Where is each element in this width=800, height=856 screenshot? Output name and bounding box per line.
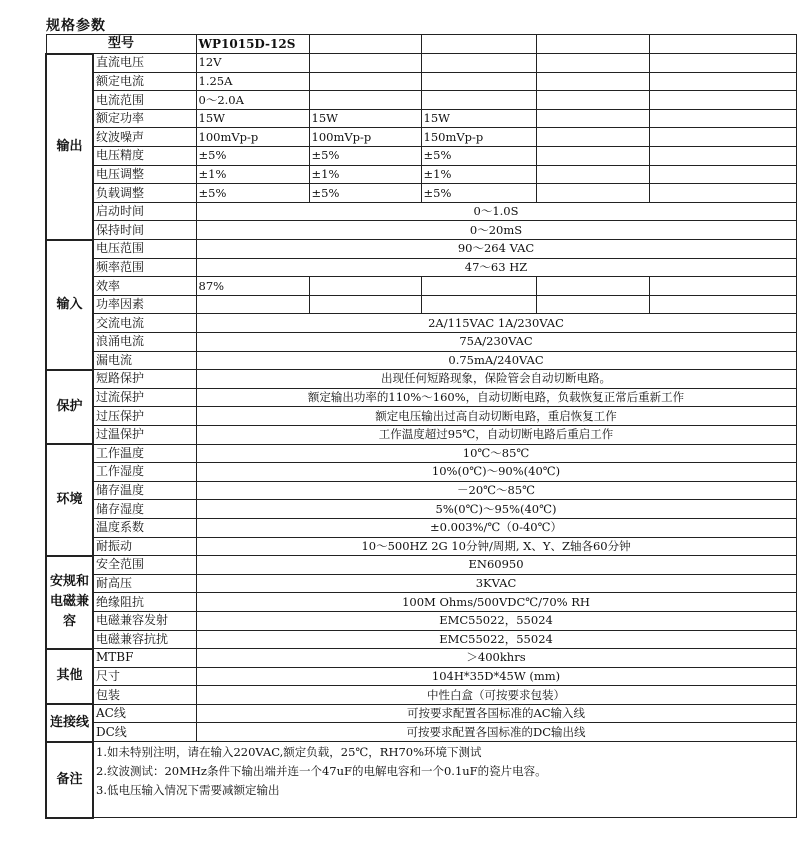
row-value — [536, 295, 649, 314]
row-value: ±1% — [421, 165, 536, 184]
row-value: 15W — [196, 109, 309, 128]
table-row — [46, 147, 796, 166]
row-label: 漏电流 — [93, 351, 196, 370]
row-value — [309, 277, 421, 296]
table-row — [46, 370, 796, 389]
row-value: ＞400khrs — [196, 649, 796, 668]
table-row — [46, 556, 796, 575]
row-label: 电压精度 — [93, 147, 196, 166]
row-label: 过压保护 — [93, 407, 196, 426]
row-label: 耐高压 — [93, 574, 196, 593]
row-value — [649, 109, 796, 128]
row-label: 交流电流 — [93, 314, 196, 333]
row-label: 储存温度 — [93, 481, 196, 500]
row-label: 浪涌电流 — [93, 333, 196, 352]
row-label: 短路保护 — [93, 370, 196, 389]
row-value — [649, 72, 796, 91]
table-row — [46, 444, 796, 463]
table-row — [46, 314, 796, 333]
row-label: 尺寸 — [93, 667, 196, 686]
table-row — [46, 649, 796, 668]
model-row — [46, 35, 796, 54]
row-value: EMC55022，55024 — [196, 611, 796, 630]
row-value: 150mVp-p — [421, 128, 536, 147]
row-value: 87% — [196, 277, 309, 296]
row-value — [421, 54, 536, 73]
row-value: 10～500HZ 2G 10分钟/周期, X、Y、Z轴各60分钟 — [196, 537, 796, 556]
row-value: ±5% — [309, 184, 421, 203]
table-row — [46, 630, 796, 649]
section-label: 输出 — [46, 54, 93, 240]
model-value: WP1015D-12S — [196, 35, 309, 54]
table-row — [46, 686, 796, 705]
row-value — [421, 91, 536, 110]
row-label: 储存湿度 — [93, 500, 196, 519]
row-label: 安全范围 — [93, 556, 196, 575]
row-value — [536, 128, 649, 147]
table-row — [46, 165, 796, 184]
row-value — [536, 165, 649, 184]
section-label: 其他 — [46, 649, 93, 705]
row-label: 过温保护 — [93, 425, 196, 444]
section-label: 保护 — [46, 370, 93, 444]
row-value: 1.25A — [196, 72, 309, 91]
row-label: 纹波噪声 — [93, 128, 196, 147]
row-value: 5%(0℃)～95%(40℃) — [196, 500, 796, 519]
row-value — [649, 277, 796, 296]
row-label: 电流范围 — [93, 91, 196, 110]
row-label: 工作湿度 — [93, 463, 196, 482]
row-value: 3KVAC — [196, 574, 796, 593]
table-row — [46, 258, 796, 277]
table-row — [46, 704, 796, 723]
table-row — [46, 109, 796, 128]
row-label: 过流保护 — [93, 388, 196, 407]
table-row — [46, 54, 796, 73]
table-row — [46, 221, 796, 240]
row-label: 负载调整 — [93, 184, 196, 203]
row-value: EMC55022，55024 — [196, 630, 796, 649]
table-row — [46, 295, 796, 314]
note-item: 3.低电压输入情况下需要减额定输出 — [96, 783, 280, 798]
row-value: EN60950 — [196, 556, 796, 575]
row-value: ±1% — [196, 165, 309, 184]
row-value: 2A/115VAC 1A/230VAC — [196, 314, 796, 333]
row-value: 0～2.0A — [196, 91, 309, 110]
row-label: 电压调整 — [93, 165, 196, 184]
row-label: 额定功率 — [93, 109, 196, 128]
notes-row — [46, 742, 796, 818]
table-row — [46, 723, 796, 742]
row-value: ±5% — [196, 147, 309, 166]
row-value — [196, 295, 309, 314]
row-value: ±5% — [421, 147, 536, 166]
model-value — [421, 35, 536, 54]
row-value — [309, 91, 421, 110]
table-row — [46, 277, 796, 296]
model-value — [309, 35, 421, 54]
table-row — [46, 202, 796, 221]
table-row — [46, 184, 796, 203]
row-value — [421, 277, 536, 296]
row-label: 电磁兼容发射 — [93, 611, 196, 630]
row-value: 104H*35D*45W (mm) — [196, 667, 796, 686]
table-row — [46, 593, 796, 612]
row-label: 启动时间 — [93, 202, 196, 221]
notes-label: 备注 — [46, 742, 93, 818]
table-row — [46, 463, 796, 482]
row-value: 75A/230VAC — [196, 333, 796, 352]
row-value: 0.75mA/240VAC — [196, 351, 796, 370]
row-value — [536, 277, 649, 296]
row-value: ±5% — [309, 147, 421, 166]
section-label: 安规和电磁兼容 — [46, 556, 93, 649]
table-row — [46, 425, 796, 444]
row-value — [649, 91, 796, 110]
table-row — [46, 537, 796, 556]
row-label: AC线 — [93, 704, 196, 723]
row-value: 100mVp-p — [196, 128, 309, 147]
row-value: ±5% — [421, 184, 536, 203]
row-value: 工作温度超过95℃，自动切断电路后重启工作 — [196, 425, 796, 444]
row-value: 15W — [309, 109, 421, 128]
row-label: 电磁兼容抗扰 — [93, 630, 196, 649]
table-row — [46, 128, 796, 147]
row-value: 0～20mS — [196, 221, 796, 240]
row-label: DC线 — [93, 723, 196, 742]
row-value — [649, 147, 796, 166]
row-value: －20℃～85℃ — [196, 481, 796, 500]
table-row — [46, 611, 796, 630]
row-value — [649, 184, 796, 203]
row-value — [649, 165, 796, 184]
section-label: 输入 — [46, 240, 93, 370]
row-label: 额定电流 — [93, 72, 196, 91]
page-title: 规格参数 — [46, 18, 106, 34]
row-value: 10%(0℃)～90%(40℃) — [196, 463, 796, 482]
table-row — [46, 351, 796, 370]
row-label: MTBF — [93, 649, 196, 668]
section-label: 环境 — [46, 444, 93, 556]
note-item: 1.如未特别注明，请在输入220VAC,额定负载，25℃，RH70%环境下测试 — [96, 745, 482, 760]
row-value: 15W — [421, 109, 536, 128]
row-value — [536, 72, 649, 91]
row-value: 90～264 VAC — [196, 240, 796, 259]
table-row — [46, 407, 796, 426]
row-value — [536, 109, 649, 128]
row-value: 可按要求配置各国标准的DC输出线 — [196, 723, 796, 742]
table-row — [46, 518, 796, 537]
row-label: 温度系数 — [93, 518, 196, 537]
row-value: ±5% — [196, 184, 309, 203]
row-value — [649, 295, 796, 314]
row-label: 保持时间 — [93, 221, 196, 240]
row-label: 电压范围 — [93, 240, 196, 259]
row-value — [309, 295, 421, 314]
table-row — [46, 388, 796, 407]
row-value: 12V — [196, 54, 309, 73]
row-value — [309, 72, 421, 91]
model-label: 型号 — [46, 35, 196, 54]
row-value: 0～1.0S — [196, 202, 796, 221]
row-value — [536, 147, 649, 166]
row-value — [421, 295, 536, 314]
row-value: 10℃～85℃ — [196, 444, 796, 463]
spec-table — [45, 34, 797, 819]
section-label: 连接线 — [46, 704, 93, 741]
notes-content — [93, 742, 796, 818]
row-value — [536, 54, 649, 73]
table-row — [46, 500, 796, 519]
table-row — [46, 667, 796, 686]
row-value: 100mVp-p — [309, 128, 421, 147]
row-value: 可按要求配置各国标准的AC输入线 — [196, 704, 796, 723]
row-value — [649, 128, 796, 147]
row-value: 中性白盒（可按要求包装） — [196, 686, 796, 705]
row-value: 出现任何短路现象，保险管会自动切断电路。 — [196, 370, 796, 389]
row-label: 耐振动 — [93, 537, 196, 556]
row-label: 工作温度 — [93, 444, 196, 463]
row-label: 直流电压 — [93, 54, 196, 73]
row-value: 额定电压输出过高自动切断电路，重启恢复工作 — [196, 407, 796, 426]
row-value — [536, 184, 649, 203]
row-value: ±0.003%/℃（0-40℃） — [196, 518, 796, 537]
table-row — [46, 574, 796, 593]
table-row — [46, 333, 796, 352]
row-value: ±1% — [309, 165, 421, 184]
row-value — [649, 54, 796, 73]
table-row — [46, 91, 796, 110]
row-label: 绝缘阻抗 — [93, 593, 196, 612]
row-label: 包装 — [93, 686, 196, 705]
table-row — [46, 72, 796, 91]
row-value: 47～63 HZ — [196, 258, 796, 277]
model-value — [536, 35, 649, 54]
model-value — [649, 35, 796, 54]
table-row — [46, 240, 796, 259]
row-value: 100M Ohms/500VDC℃/70% RH — [196, 593, 796, 612]
table-row — [46, 481, 796, 500]
row-label: 频率范围 — [93, 258, 196, 277]
row-label: 效率 — [93, 277, 196, 296]
row-value — [309, 54, 421, 73]
row-value — [536, 91, 649, 110]
row-label: 功率因素 — [93, 295, 196, 314]
note-item: 2.纹波测试：20MHz条件下输出端并连一个47uF的电解电容和一个0.1uF的瓷片电容。 — [96, 764, 547, 779]
row-value: 额定输出功率的110%～160%，自动切断电路，负载恢复正常后重新工作 — [196, 388, 796, 407]
row-value — [421, 72, 536, 91]
